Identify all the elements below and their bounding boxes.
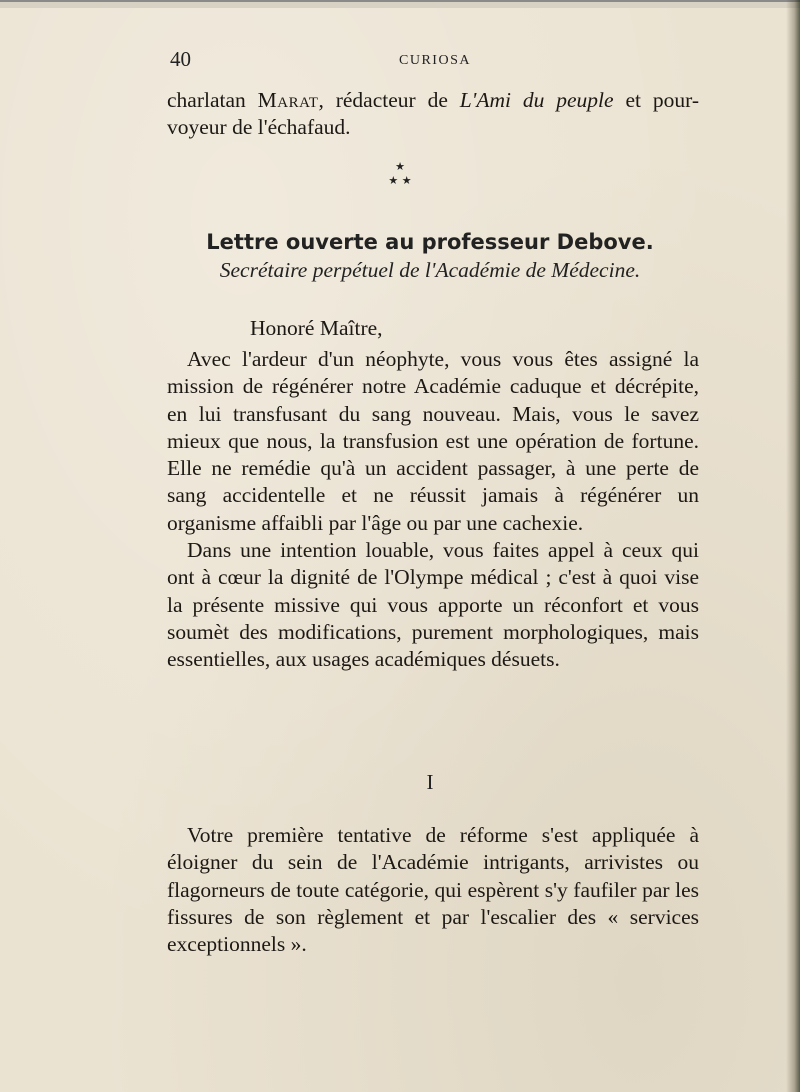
letter-title: Lettre ouverte au professeur Debove. — [206, 230, 654, 254]
salutation: Honoré Maître, — [250, 316, 383, 340]
running-title: CURIOSA — [399, 53, 471, 68]
body-paragraph-2: Dans une intention louable, vous faites appel à ceux qui ont à cœur la dignité de l'Olympe médical ; c'est à quoi vise la présente missive qui vous apporte un réconfort et vous soumèt des modifications, purement morphologiques, mais essentielles, aux usages académiques désuets. — [167, 538, 699, 672]
body-paragraph-1: Avec l'ardeur d'un néophyte, vous vous êtes assigné la mission de régénérer notre Académie caduque et décrépite, en lui transfusant du sang nouveau. Mais, vous le savez mieux que nous, la transfusion est une opération de fortune. Elle ne remédie qu'à un accident passager, à une perte de sang accidentelle et ne réussit jamais à régénérer un organisme affaibli par l'âge ou par une cachexie. — [167, 347, 699, 535]
opening-text-mid: , rédacteur de — [318, 88, 460, 112]
page-number: 40 — [170, 47, 191, 71]
journal-title: L'Ami du peuple — [459, 88, 614, 112]
scan-top-edge — [0, 0, 800, 8]
letter-body — [167, 346, 699, 674]
section-body — [167, 822, 699, 958]
section-numeral: I — [426, 770, 434, 794]
opening-name: Marat — [257, 88, 319, 112]
section-paragraph: Votre première tentative de réforme s'est appliquée à éloigner du sein de l'Académie intrigants, arrivistes ou flagorneurs de toute catégorie, qui espèrent s'y faufiler par les fissures de son règlement et par l'escalier des « services exceptionnels ». — [167, 823, 699, 957]
opening-paragraph — [167, 87, 699, 142]
ornament-star-bottom: ★ ★ — [388, 174, 412, 187]
page-header — [170, 47, 700, 75]
ornament-star-top: ★ — [395, 160, 405, 173]
opening-text-pre: charlatan — [167, 88, 258, 112]
opening-text-post: et pour-voyeur de l'échafaud. — [167, 88, 699, 140]
letter-subtitle: Secrétaire perpétuel de l'Académie de Médecine. — [219, 258, 641, 282]
ornament-asterism — [0, 160, 800, 188]
